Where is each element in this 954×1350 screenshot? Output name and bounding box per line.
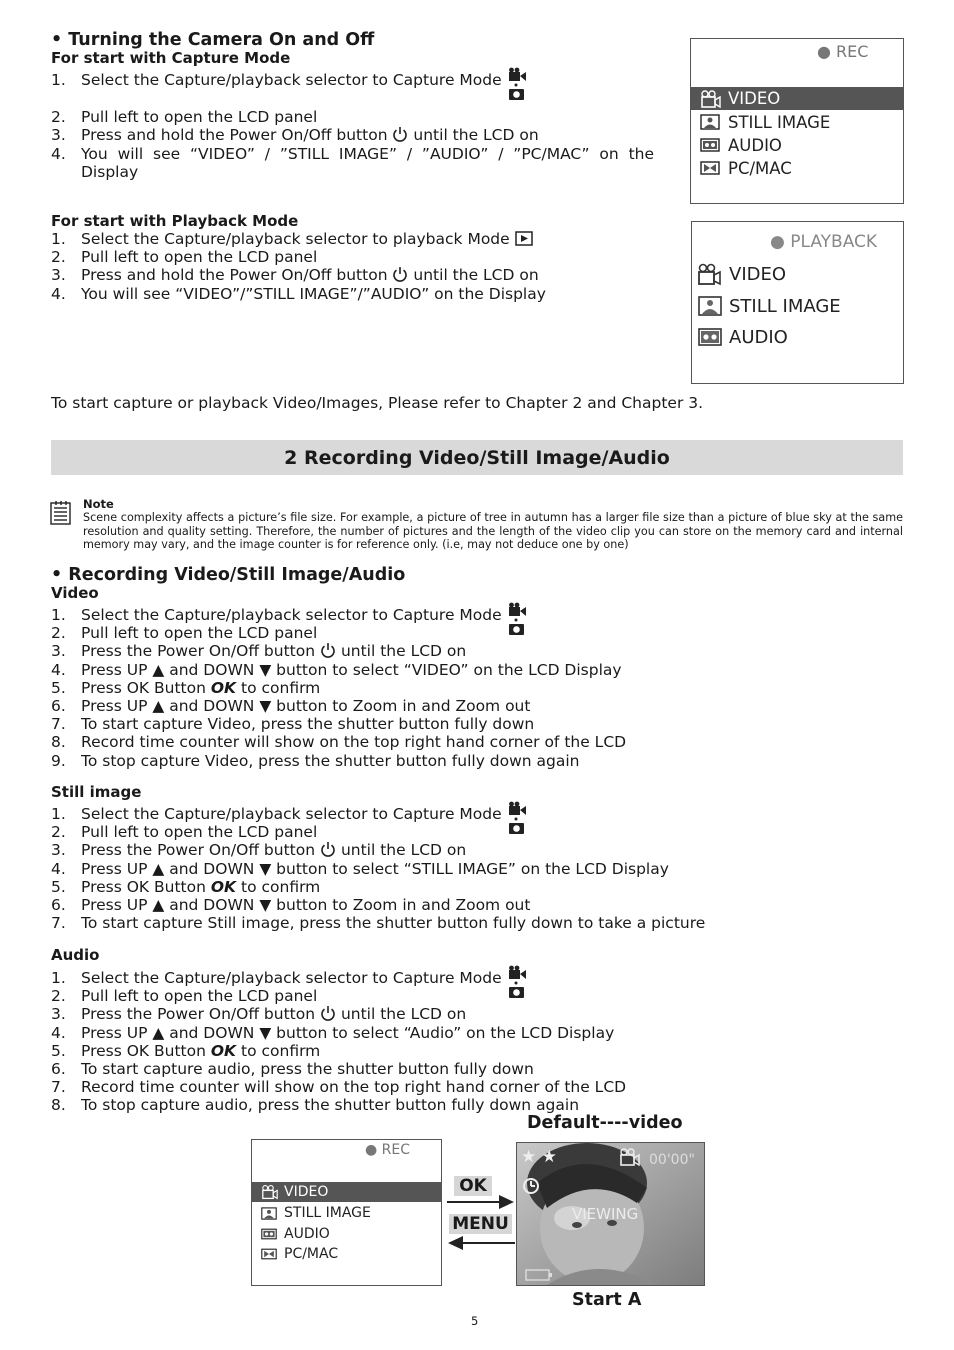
lcd-rec-header: ● REC bbox=[817, 42, 869, 61]
cassette-icon bbox=[261, 1228, 277, 1240]
list-item: 4. Press UP ▲ and DOWN ▼ button to select “Audio” on the LCD Display bbox=[51, 1023, 615, 1042]
list-item: 5. Press OK Button OK to confirm bbox=[51, 678, 321, 697]
down-arrow-icon: ▼ bbox=[259, 1023, 272, 1042]
lcd-menu-item-still-image: STILL IMAGE bbox=[691, 111, 830, 133]
list-item: 7. To start capture Video, press the shutter button fully down bbox=[51, 715, 535, 734]
list-item: 2. Pull left to open the LCD panel bbox=[51, 624, 318, 643]
capture-steps-list bbox=[51, 67, 681, 181]
list-item: 7. To start capture Still image, press the shutter button fully down to take a picture bbox=[51, 914, 706, 933]
list-item: 6. Press UP ▲ and DOWN ▼ button to Zoom in and Zoom out bbox=[51, 697, 531, 716]
power-icon bbox=[320, 1005, 336, 1021]
list-item: 1. Select the Capture/playback selector to Capture Mode bbox=[51, 67, 681, 89]
video-camera-icon bbox=[700, 89, 722, 109]
playback-mode-icon bbox=[515, 231, 533, 246]
lcd-menu-item-audio: AUDIO bbox=[692, 323, 788, 351]
still-image-heading: Still image bbox=[51, 783, 142, 801]
list-item: 1. Select the Capture/playback selector to Capture Mode bbox=[51, 801, 771, 823]
lcd-rec-header: ● REC bbox=[365, 1142, 411, 1158]
list-item: 1. Select the Capture/playback selector to Capture Mode bbox=[51, 602, 751, 624]
list-item: 4. Press UP ▲ and DOWN ▼ button to select “STILL IMAGE” on the LCD Display bbox=[51, 859, 669, 878]
lcd-rec-screen bbox=[690, 38, 904, 204]
up-arrow-icon: ▲ bbox=[152, 660, 165, 679]
capture-mode-icon bbox=[508, 965, 528, 983]
up-arrow-icon: ▲ bbox=[152, 697, 165, 716]
playback-mode-heading: For start with Playback Mode bbox=[51, 212, 299, 230]
audio-steps-list bbox=[51, 965, 751, 1115]
list-item: 4. You will see “VIDEO”/”STILL IMAGE”/”AUDIO” on the Display bbox=[51, 284, 546, 303]
up-arrow-icon: ▲ bbox=[152, 1023, 165, 1042]
list-item: 8. Record time counter will show on the top right hand corner of the LCD bbox=[51, 733, 627, 752]
list-item: 2. Pull left to open the LCD panel bbox=[51, 823, 318, 842]
power-icon bbox=[320, 642, 336, 658]
list-item: 3. Press and hold the Power On/Off button until the LCD on bbox=[51, 126, 539, 145]
video-camera-icon bbox=[697, 262, 723, 286]
list-item: 2. Pull left to open the LCD panel bbox=[51, 987, 318, 1006]
list-item: 6. Press UP ▲ and DOWN ▼ button to Zoom in and Zoom out bbox=[51, 896, 531, 915]
up-arrow-icon: ▲ bbox=[152, 859, 165, 878]
viewing-label: VIEWING bbox=[572, 1205, 639, 1223]
video-heading: Video bbox=[51, 584, 99, 602]
list-item: 8. To stop capture audio, press the shutter button fully down again bbox=[51, 1096, 580, 1115]
lcd-menu-item-video: VIDEO bbox=[252, 1182, 441, 1202]
list-item: 2. Pull left to open the LCD panel bbox=[51, 108, 318, 127]
star-icon: ★ ★ bbox=[521, 1147, 557, 1167]
lcd-menu-item-video: VIDEO bbox=[692, 260, 786, 288]
lcd-rec-screen-small bbox=[251, 1139, 442, 1286]
section-title-turning-on-off: • Turning the Camera On and Off bbox=[51, 30, 375, 50]
list-item: 4. You will see “VIDEO” / ”STILL IMAGE” / ”AUDIO” / ”PC/MAC” on the bbox=[51, 144, 655, 163]
video-camera-icon bbox=[261, 1184, 279, 1200]
ok-button-glyph: OK bbox=[210, 1041, 237, 1060]
pc-connection-icon bbox=[261, 1248, 277, 1260]
record-time-counter: 00'00" bbox=[649, 1152, 695, 1168]
still-image-icon bbox=[261, 1207, 277, 1220]
list-item: 1. Select the Capture/playback selector to playback Mode bbox=[51, 230, 681, 248]
video-camera-icon bbox=[619, 1147, 641, 1167]
list-item: 9. To stop capture Video, press the shutter button fully down again bbox=[51, 751, 580, 770]
note-title: Note bbox=[83, 497, 114, 511]
battery-icon bbox=[525, 1269, 553, 1281]
playback-steps-list bbox=[51, 230, 681, 303]
lcd-menu-item-audio: AUDIO bbox=[691, 134, 782, 156]
list-item: 5. Press OK Button OK to confirm bbox=[51, 1041, 321, 1060]
down-arrow-icon: ▼ bbox=[259, 896, 272, 915]
list-item: 1. Select the Capture/playback selector to Capture Mode bbox=[51, 965, 751, 987]
default-video-label: Default----video bbox=[527, 1113, 683, 1133]
ok-button-glyph: OK bbox=[210, 877, 237, 896]
audio-heading: Audio bbox=[51, 946, 100, 964]
down-arrow-icon: ▼ bbox=[259, 859, 272, 878]
list-item: 5. Press OK Button OK to confirm bbox=[51, 877, 321, 896]
down-arrow-icon: ▼ bbox=[259, 697, 272, 716]
lcd-menu-item-audio: AUDIO bbox=[252, 1224, 330, 1244]
section-title-recording: • Recording Video/Still Image/Audio bbox=[51, 565, 406, 585]
power-icon bbox=[392, 266, 408, 282]
list-item: 3. Press the Power On/Off button until the LCD on bbox=[51, 841, 467, 860]
capture-mode-icon bbox=[508, 67, 528, 85]
capture-mode-icon bbox=[508, 602, 528, 620]
chapter-title: 2 Recording Video/Still Image/Audio bbox=[51, 440, 903, 475]
list-item: 2. Pull left to open the LCD panel bbox=[51, 248, 318, 267]
power-icon bbox=[392, 126, 408, 142]
menu-key-label: MENU bbox=[449, 1214, 512, 1234]
right-arrow-icon bbox=[447, 1193, 515, 1211]
still-image-icon bbox=[700, 114, 720, 130]
ok-key-label: OK bbox=[454, 1176, 492, 1196]
video-steps-list bbox=[51, 602, 751, 770]
lcd-menu-item-pc-mac: PC/MAC bbox=[252, 1244, 338, 1264]
lcd-playback-header: ● PLAYBACK bbox=[770, 232, 878, 252]
note-body: Scene complexity affects a picture’s file size. For example, a picture of tree in autumn has a larger file size than a picture of blue sky at the same resolution and quality setting. Therefore, the number of pictures and the length of the video clip you can store on the memory card and internal memory may vary, and the image counter is for reference only. (i.e, may not deduce one by one) bbox=[83, 511, 903, 552]
page-number: 5 bbox=[471, 1314, 479, 1328]
capture-mode-heading: For start with Capture Mode bbox=[51, 49, 291, 67]
list-item: 7. Record time counter will show on the top right hand corner of the LCD bbox=[51, 1078, 627, 1097]
list-item: Display bbox=[81, 162, 139, 181]
cassette-icon bbox=[698, 328, 722, 346]
capture-mode-icon bbox=[508, 801, 528, 819]
list-item: 3. Press the Power On/Off button until the LCD on bbox=[51, 642, 467, 661]
left-arrow-icon bbox=[447, 1234, 515, 1252]
list-item: 6. To start capture audio, press the shutter button fully down bbox=[51, 1060, 534, 1079]
up-arrow-icon: ▲ bbox=[152, 896, 165, 915]
still-image-icon bbox=[698, 296, 722, 316]
down-arrow-icon: ▼ bbox=[259, 660, 272, 679]
list-item: 3. Press the Power On/Off button until the LCD on bbox=[51, 1005, 467, 1024]
ok-button-glyph: OK bbox=[210, 678, 237, 697]
lcd-menu-item-still-image: STILL IMAGE bbox=[252, 1203, 371, 1223]
lcd-playback-screen bbox=[691, 221, 904, 384]
lcd-menu-item-still-image: STILL IMAGE bbox=[692, 292, 841, 320]
note-icon bbox=[50, 501, 72, 525]
list-item: 3. Press and hold the Power On/Off button until the LCD on bbox=[51, 266, 539, 285]
list-item: 4. Press UP ▲ and DOWN ▼ button to select “VIDEO” on the LCD Display bbox=[51, 660, 622, 679]
start-label: Start A bbox=[572, 1290, 642, 1310]
cassette-icon bbox=[700, 138, 720, 152]
power-icon bbox=[320, 841, 336, 857]
lcd-menu-item-pc-mac: PC/MAC bbox=[691, 157, 792, 179]
lcd-menu-item-video: VIDEO bbox=[691, 87, 903, 110]
pc-connection-icon bbox=[700, 161, 720, 175]
lcd-viewing-screen bbox=[516, 1142, 705, 1286]
still-image-steps-list bbox=[51, 801, 771, 932]
refer-text: To start capture or playback Video/Images, Please refer to Chapter 2 and Chapter 3. bbox=[51, 394, 704, 412]
self-timer-icon bbox=[521, 1175, 541, 1195]
